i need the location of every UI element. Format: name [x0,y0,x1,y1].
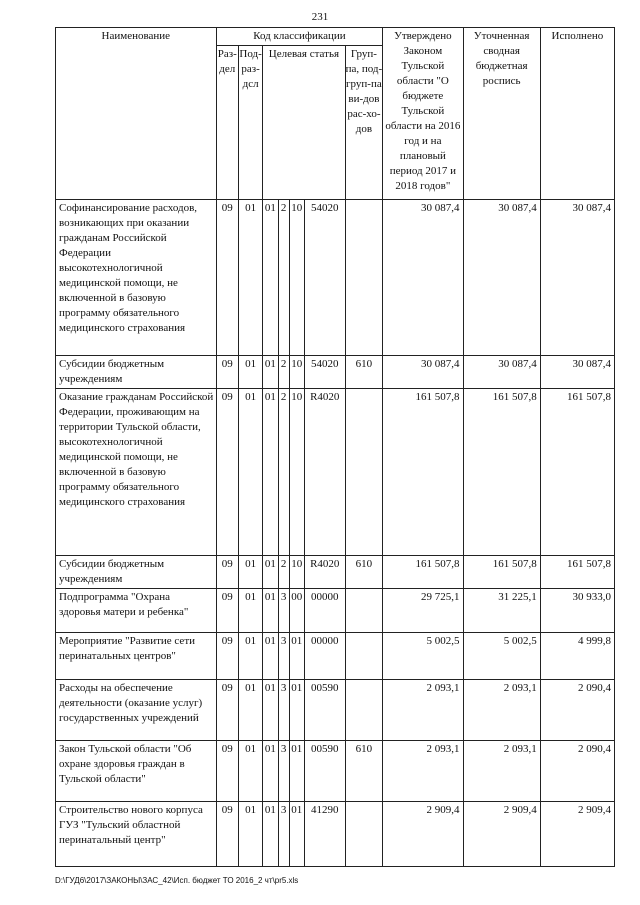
row-podrazdel: 01 [238,633,262,680]
row-razdel: 09 [216,356,238,389]
row-target-3: 10 [289,389,304,556]
table-row [56,802,615,867]
row-podrazdel: 01 [238,802,262,867]
row-approved: 161 507,8 [383,556,463,589]
row-target-2: 3 [278,589,289,633]
row-target-4: 00590 [304,741,345,802]
row-podrazdel: 01 [238,200,262,356]
row-podrazdel: 01 [238,589,262,633]
row-target-4: 54020 [304,200,345,356]
row-group [345,633,383,680]
row-razdel: 09 [216,200,238,356]
row-target-1: 01 [263,356,278,389]
row-target-3: 01 [289,680,304,741]
row-name: Расходы на обеспечение деятельности (оказание услуг) государственных учреждений [56,680,217,741]
row-name: Субсидии бюджетным учреждениям [56,356,217,389]
row-podrazdel: 01 [238,356,262,389]
row-approved: 2 093,1 [383,680,463,741]
row-target-3: 01 [289,741,304,802]
row-executed: 161 507,8 [540,389,614,556]
row-target-3: 01 [289,633,304,680]
row-executed: 2 090,4 [540,680,614,741]
header-approved: Утверждено Законом Тульской области "О бюджете Тульской области на 2016 год и на плановый период 2017 и 2018 годов" [383,28,463,200]
row-executed: 161 507,8 [540,556,614,589]
row-executed: 4 999,8 [540,633,614,680]
row-target-4: R4020 [304,556,345,589]
row-refined: 31 225,1 [463,589,540,633]
header-section: Раз-дел [216,46,238,200]
row-target-4: 00000 [304,633,345,680]
row-target-1: 01 [263,802,278,867]
row-target-4: 41290 [304,802,345,867]
table-row [56,356,615,389]
row-podrazdel: 01 [238,680,262,741]
row-approved: 2 909,4 [383,802,463,867]
row-target-2: 3 [278,802,289,867]
row-refined: 30 087,4 [463,356,540,389]
row-name: Строительство нового корпуса ГУЗ "Тульский областной перинатальный центр" [56,802,217,867]
row-name: Оказание гражданам Российской Федерации, проживающим на территории Тульской области, высокотехнологичной медицинской помощи, не включенной в базовую программу обязательного медицинского страхования [56,389,217,556]
row-podrazdel: 01 [238,741,262,802]
row-refined: 2 909,4 [463,802,540,867]
row-target-1: 01 [263,633,278,680]
row-target-1: 01 [263,589,278,633]
table-row [56,633,615,680]
header-group: Груп-па, под-груп-па ви-дов рас-хо-дов [345,46,383,200]
row-executed: 2 909,4 [540,802,614,867]
header-refined: Уточненная сводная бюджетная роспись [463,28,540,200]
row-razdel: 09 [216,556,238,589]
row-razdel: 09 [216,589,238,633]
table-row [56,556,615,589]
row-target-2: 3 [278,741,289,802]
file-path-footer: D:\ГУД6\2017\ЗАКОНЫ\ЗАС_42\Исп. бюджет ТО 2016_2 чт\pr5.xls [55,876,299,885]
row-group [345,389,383,556]
row-approved: 29 725,1 [383,589,463,633]
row-target-3: 10 [289,356,304,389]
row-executed: 30 087,4 [540,356,614,389]
row-target-2: 2 [278,389,289,556]
row-target-4: 54020 [304,356,345,389]
row-target-3: 01 [289,802,304,867]
row-razdel: 09 [216,633,238,680]
row-target-2: 2 [278,200,289,356]
row-approved: 30 087,4 [383,200,463,356]
row-target-3: 10 [289,200,304,356]
row-podrazdel: 01 [238,389,262,556]
row-approved: 30 087,4 [383,356,463,389]
row-group [345,589,383,633]
row-refined: 2 093,1 [463,741,540,802]
row-target-1: 01 [263,680,278,741]
row-approved: 5 002,5 [383,633,463,680]
row-name: Мероприятие "Развитие сети перинатальных центров" [56,633,217,680]
row-executed: 2 090,4 [540,741,614,802]
row-refined: 5 002,5 [463,633,540,680]
table-row [56,389,615,556]
row-target-1: 01 [263,200,278,356]
row-target-2: 3 [278,633,289,680]
header-name: Наименование [56,28,217,200]
row-razdel: 09 [216,680,238,741]
row-approved: 161 507,8 [383,389,463,556]
row-target-2: 2 [278,356,289,389]
table-row [56,741,615,802]
table-row [56,680,615,741]
row-target-2: 3 [278,680,289,741]
row-approved: 2 093,1 [383,741,463,802]
row-target-1: 01 [263,389,278,556]
row-target-3: 00 [289,589,304,633]
row-name: Субсидии бюджетным учреждениям [56,556,217,589]
row-target-4: R4020 [304,389,345,556]
row-group [345,680,383,741]
table-row [56,200,615,356]
page-number: 231 [311,11,329,23]
row-group: 610 [345,356,383,389]
row-refined: 30 087,4 [463,200,540,356]
row-refined: 161 507,8 [463,389,540,556]
row-name: Подпрограмма "Охрана здоровья матери и ребенка" [56,589,217,633]
header-executed: Исполнено [540,28,614,200]
row-refined: 2 093,1 [463,680,540,741]
row-group: 610 [345,741,383,802]
row-target-1: 01 [263,556,278,589]
row-razdel: 09 [216,389,238,556]
row-razdel: 09 [216,741,238,802]
header-target: Целевая статья [263,46,345,200]
budget-table [55,27,615,867]
row-target-2: 2 [278,556,289,589]
row-razdel: 09 [216,802,238,867]
row-executed: 30 933,0 [540,589,614,633]
row-group [345,802,383,867]
row-refined: 161 507,8 [463,556,540,589]
row-target-4: 00000 [304,589,345,633]
row-executed: 30 087,4 [540,200,614,356]
header-code-group: Код классификации [216,28,383,46]
row-target-1: 01 [263,741,278,802]
row-target-3: 10 [289,556,304,589]
row-group: 610 [345,556,383,589]
row-target-4: 00590 [304,680,345,741]
table-row [56,589,615,633]
row-group [345,200,383,356]
header-subsection: Под-раз-дсл [238,46,262,200]
row-name: Закон Тульской области "Об охране здоровья граждан в Тульской области" [56,741,217,802]
row-podrazdel: 01 [238,556,262,589]
row-name: Софинансирование расходов, возникающих при оказании гражданам Российской Федерации высокотехнологичной медицинской помощи, не включенной в базовую программу обязательного медицинского страхования [56,200,217,356]
